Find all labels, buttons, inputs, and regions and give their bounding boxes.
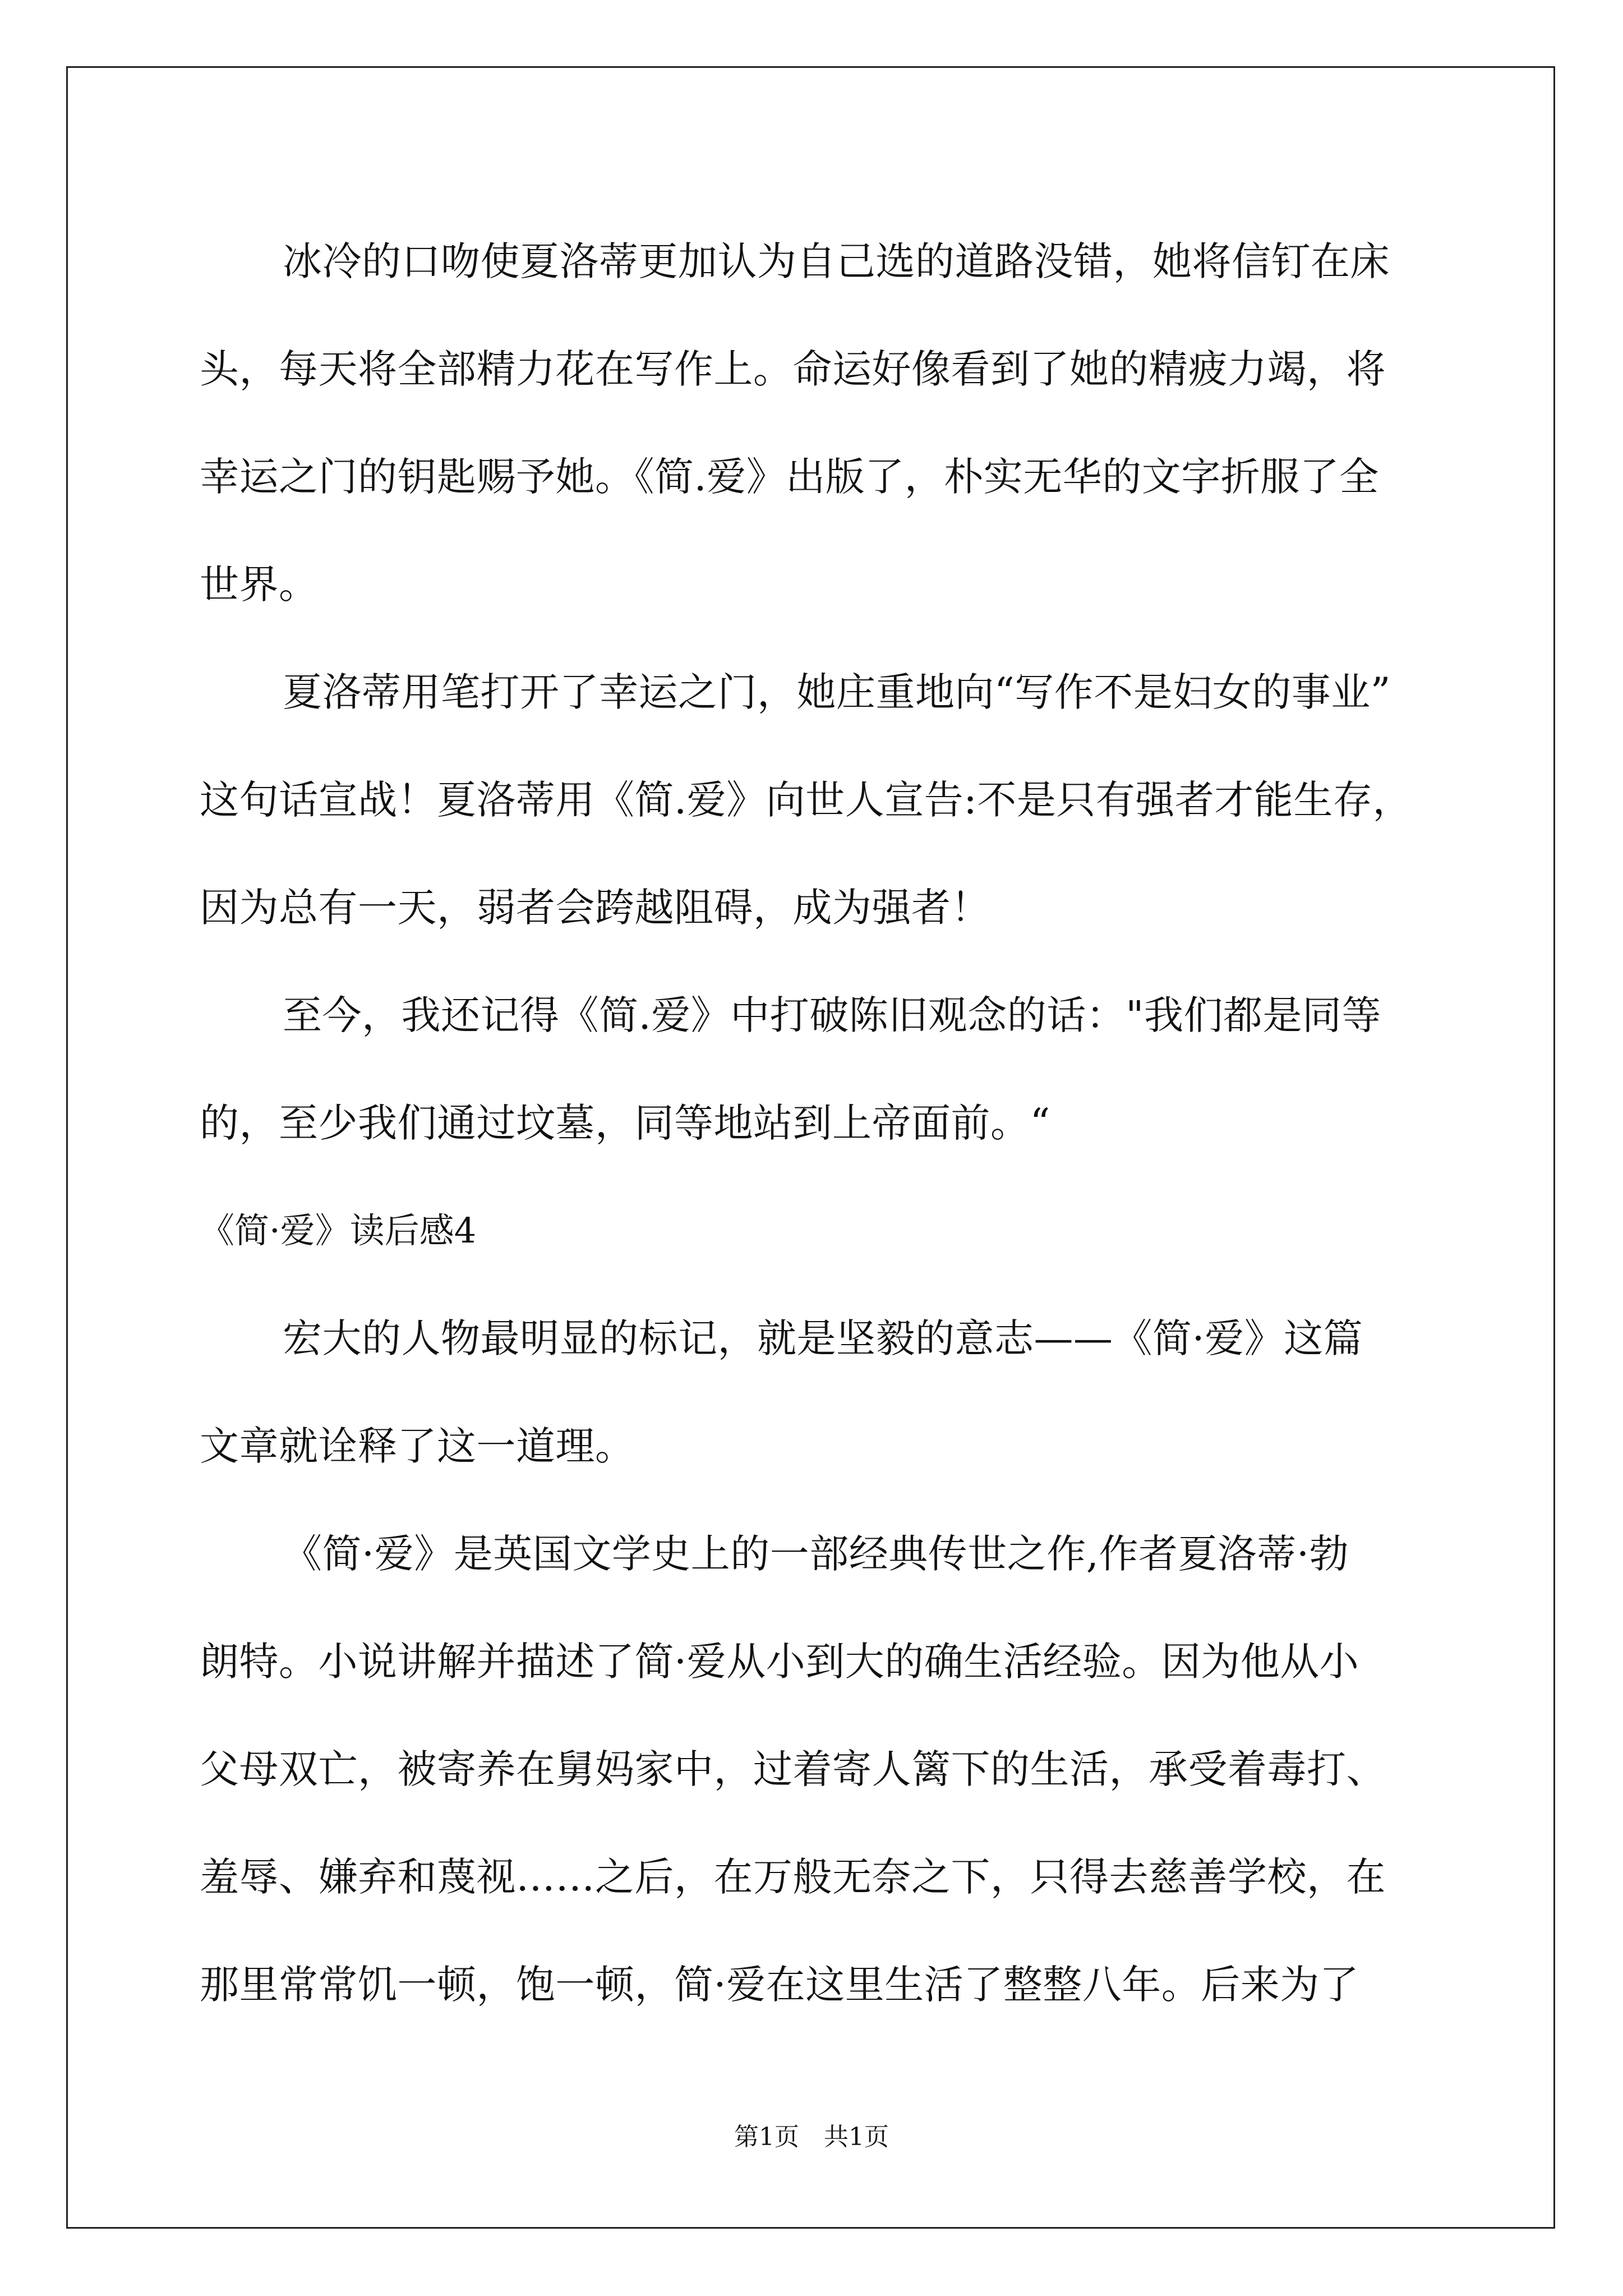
page-footer: 第1页 共1页 — [734, 2123, 889, 2151]
paragraph-line: 世界。 — [200, 562, 319, 608]
paragraph-line: 宏大的人物最明显的标记，就是坚毅的意志——《简·爱》这篇 — [283, 1315, 1363, 1361]
paragraph-line: 父母双亡，被寄养在舅妈家中，过着寄人篱下的生活，承受着毒打、 — [200, 1746, 1386, 1792]
paragraph-line: 《简·爱》是英国文学史上的一部经典传世之作,作者夏洛蒂·勃 — [283, 1531, 1349, 1577]
section-heading: 《简·爱》读后感4 — [200, 1210, 477, 1251]
paragraph-line: 夏洛蒂用笔打开了幸运之门，她庄重地向“写作不是妇女的事业” — [283, 669, 1391, 715]
paragraph-line: 文章就诠释了这一道理。 — [200, 1423, 635, 1469]
paragraph-line: 因为总有一天，弱者会跨越阻碍，成为强者！ — [200, 885, 990, 931]
paragraph-line: 羞辱、嫌弃和蔑视……之后，在万般无奈之下，只得去慈善学校，在 — [200, 1854, 1386, 1900]
paragraph-line: 的，至少我们通过坟墓，同等地站到上帝面前。“ — [200, 1100, 1050, 1146]
paragraph-line: 冰冷的口吻使夏洛蒂更加认为自己选的道路没错，她将信钉在床 — [283, 238, 1390, 284]
paragraph-line: 头，每天将全部精力花在写作上。命运好像看到了她的精疲力竭，将 — [200, 346, 1386, 392]
paragraph-line: 至今，我还记得《简.爱》中打破陈旧观念的话："我们都是同等 — [283, 992, 1381, 1038]
paragraph-line: 那里常常饥一顿，饱一顿，简·爱在这里生活了整整八年。后来为了 — [200, 1962, 1359, 2008]
paragraph-line: 朗特。小说讲解并描述了简·爱从小到大的确生活经验。因为他从小 — [200, 1639, 1359, 1685]
paragraph-line: 这句话宣战！夏洛蒂用《简.爱》向世人宣告:不是只有强者才能生存， — [200, 777, 1412, 823]
paragraph-line: 幸运之门的钥匙赐予她。《简.爱》出版了，朴实无华的文字折服了全 — [200, 454, 1379, 500]
document-body — [200, 208, 1422, 2039]
